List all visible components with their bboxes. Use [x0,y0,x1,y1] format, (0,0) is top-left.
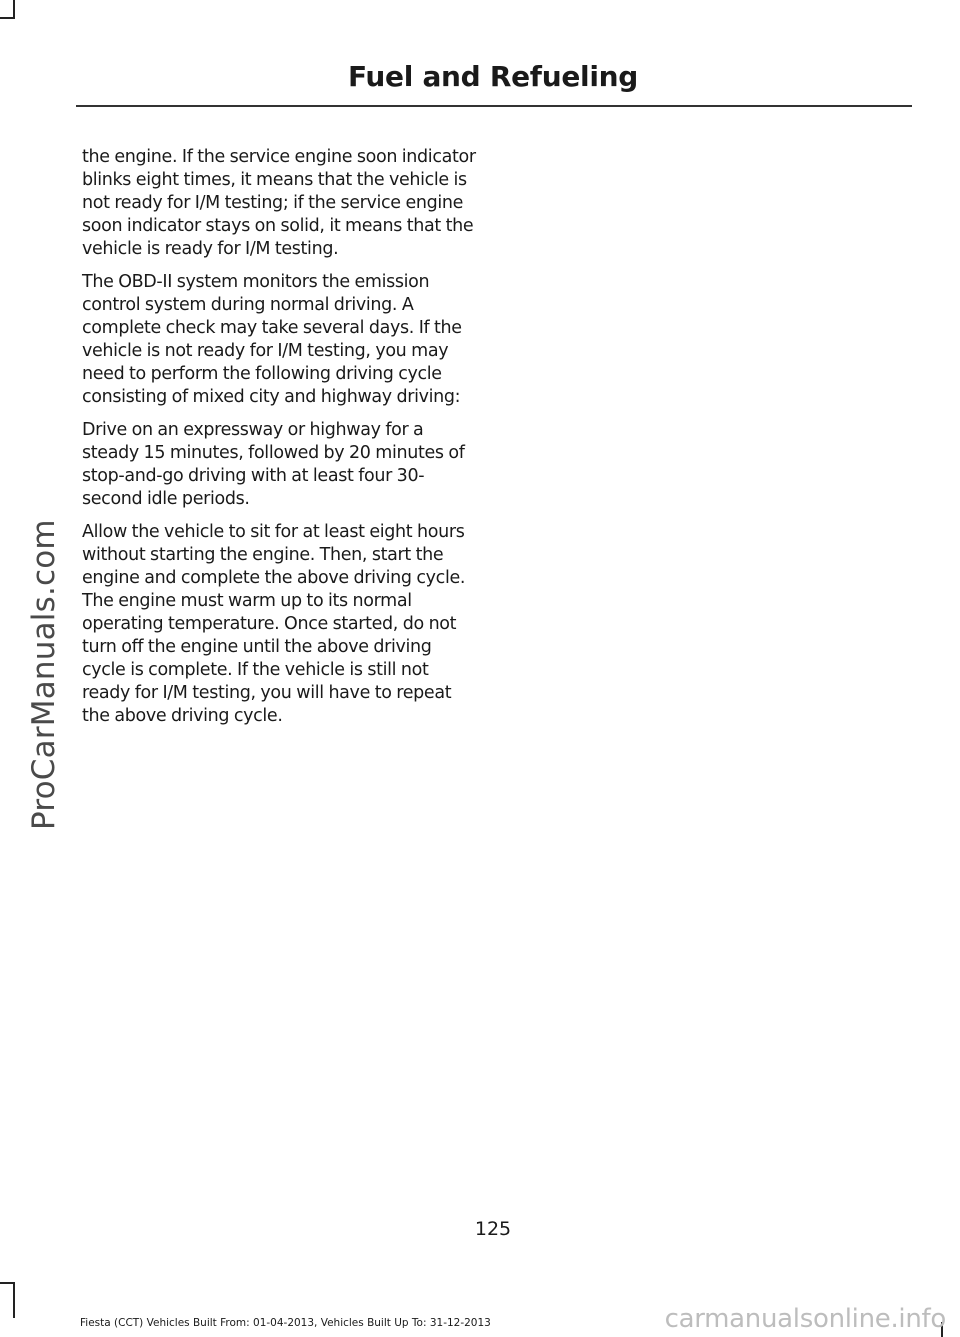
page-number: 125 [474,1218,512,1240]
body-text-column [82,146,477,738]
footer-watermark: carmanualsonline.info [664,1304,946,1334]
paragraph-drive-instructions: Drive on an expressway or highway for a steady 15 minutes, followed by 20 minutes of stop-and-go driving with at least four 30-second idle periods. [82,420,465,509]
paragraph-obd-monitoring: The OBD-II system monitors the emission control system during normal driving. A complete check may take several days. If the vehicle is not ready for I/M testing, you may need to perform the following driving cycle consisting of mixed city and highway driving: [82,272,462,407]
crop-mark-top-left [13,0,15,18]
page-title: Fuel and Refueling [347,60,638,93]
paragraph-engine-indicator: the engine. If the service engine soon indicator blinks eight times, it means that the vehicle is not ready for I/M testing; if the service engine soon indicator stays on solid, it means that the vehicle is ready for I/M testing. [82,147,476,259]
footer-vehicle-info: Fiesta (CCT) Vehicles Built From: 01-04-2013, Vehicles Built Up To: 31-12-2013 [80,1317,491,1329]
paragraph-sit-and-repeat: Allow the vehicle to sit for at least eight hours without starting the engine. Then, start the engine and complete the above driving cycle. The engine must warm up to its normal operating temperature. Once started, do not turn off the engine until the above driving cycle is complete. If the vehicle is still not ready for I/M testing, you will have to repeat the above driving cycle. [82,522,466,726]
crop-mark-top-left-horizontal [0,17,15,19]
crop-mark-bottom-left [13,1282,15,1318]
side-watermark: ProCarManuals.com [26,519,62,830]
header-divider [76,105,912,107]
crop-mark-bottom-left-horizontal [0,1282,15,1284]
